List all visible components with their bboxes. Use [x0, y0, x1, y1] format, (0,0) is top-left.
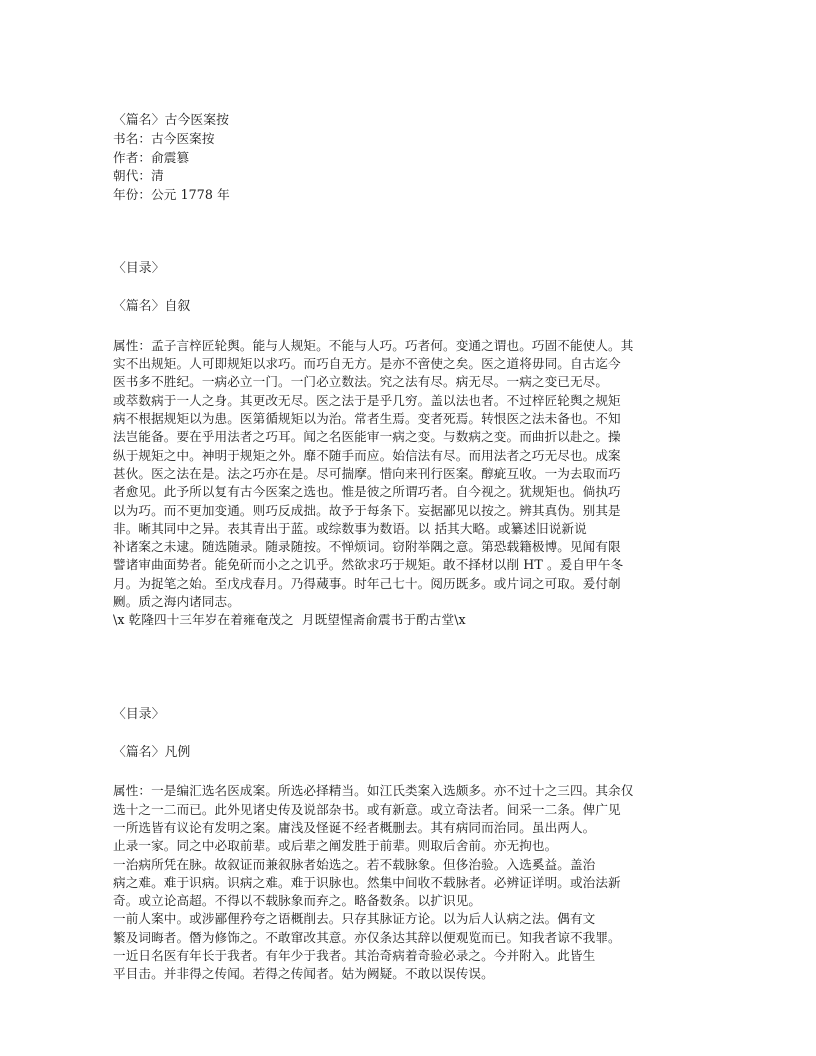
body-line: 止录一家。同之中必取前辈。或后辈之阐发胜于前辈。则取后舍前。亦无拘也。 [113, 838, 558, 854]
title-tag-line: 〈篇名〉古今医案按 [113, 113, 230, 128]
spacer [113, 204, 705, 260]
body-line: 选十之一二而已。此外见诸史传及说部杂书。或有新意。或立奇法者。间采一二条。俾广见 [113, 801, 621, 817]
body-line: 平目击。并非得之传闻。若得之传闻者。姑为阙疑。不敢以误传误。 [113, 966, 494, 982]
chapter-marker-fanli: 〈篇名〉凡例 [113, 745, 191, 760]
body-line: 甚伙。医之法在是。法之巧亦在是。尽可揣摩。惜向来刊行医案。醇疵互收。一为去取而巧 [113, 465, 621, 481]
body-line: 属性：孟子言梓匠轮舆。能与人规矩。不能与人巧。巧者何。变通之谓也。巧固不能使人。其 [113, 337, 634, 353]
body-line: 实不出规矩。人可即规矩以求巧。而巧自无方。是亦不啻使之矣。医之道将毋同。自古迄今 [113, 356, 621, 372]
dynasty-line: 朝代：清 [113, 168, 164, 184]
spacer [113, 278, 705, 298]
body-zixu [113, 337, 705, 630]
section-fanli [113, 706, 705, 984]
body-line: 一治病所凭在脉。故叙证而兼叙脉者始选之。若不载脉象。但侈治验。入选奚益。盖治 [113, 856, 596, 872]
body-fanli [113, 782, 705, 983]
spacer [113, 762, 705, 782]
body-line: 一所选皆有议论有发明之案。庸浅及怪诞不经者概删去。其有病同而治同。虽出两人。 [113, 820, 596, 835]
spacer [113, 686, 705, 706]
body-line: 非。晰其同中之异。表其青出于蓝。或综数事为数语。以 括其大略。或纂述旧说新说 [113, 520, 587, 536]
colophon-line: \x 乾隆四十三年岁在着雍奄茂之 月既望惺斋俞震书于酌古堂\x [113, 612, 466, 628]
body-line: 医书多不胜纪。一病必立一门。一门必立数法。究之法有尽。病无尽。一病之变已无尽。 [113, 374, 609, 390]
chapter-marker-zixu: 〈篇名〉自叙 [113, 299, 191, 315]
year-line: 年份：公元 1778 年 [113, 186, 230, 202]
body-line: 病不根据规矩以为患。医第循规矩以为治。常者生焉。变者死焉。转恨医之法未备也。不知 [113, 411, 621, 427]
body-line: 纵于规矩之中。神明于规矩之外。靡不随手而应。始信法有尽。而用法者之巧无尽也。成案 [113, 447, 621, 463]
body-line: 以为巧。而不更加变通。则巧反成拙。故予于每条下。妄据鄙见以按之。辨其真伪。别其是 [113, 502, 621, 518]
body-line: 劂。质之海内诸同志。 [113, 594, 240, 609]
body-line: 补诸案之未逮。随选随录。随录随按。不惮烦词。窃附举隅之意。第恐载籍极博。见闻有限 [113, 539, 621, 555]
catalog-marker: 〈目录〉 [113, 706, 165, 722]
body-line: 法岂能备。要在乎用法者之巧耳。闻之名医能审一病之变。与数病之变。而曲折以赴之。操 [113, 429, 621, 445]
body-line: 奇。或立论高超。不得以不载脉象而弃之。略备数条。以扩识见。 [113, 893, 482, 909]
body-line: 病之难。难于识病。识病之难。难于识脉也。然集中间收不载脉者。必辨证详明。或治法新 [113, 874, 621, 890]
document-header [113, 112, 705, 204]
spacer [113, 724, 705, 744]
body-line: 一前人案中。或涉鄙俚矜夸之语概削去。只存其脉证方论。以为后人认病之法。偶有文 [113, 911, 596, 927]
body-line: 月。为捉笔之始。至戊戌春月。乃得蒇事。时年己七十。阅历既多。或片词之可取。爰付剞 [113, 575, 621, 591]
document-content [113, 112, 705, 984]
spacer [113, 630, 705, 686]
author-line: 作者：俞震篡 [113, 149, 190, 165]
body-line: 譬诸审曲面势者。能免斫而小之之讥乎。然欲求巧于规矩。敢不择材以削 HT 。爰自甲午冬 [113, 557, 624, 573]
body-line: 繁及词晦者。僭为修饰之。不敢窜改其意。亦仅条达其辞以便观览而已。知我者谅不我罪。 [113, 929, 621, 945]
body-line: 一近日名医有年长于我者。有年少于我者。其治奇病着奇验必录之。今并附入。此皆生 [113, 948, 596, 964]
catalog-marker: 〈目录〉 [113, 261, 165, 277]
body-line: 或萃数病于一人之身。其更改无尽。医之法于是乎几穷。盖以法也者。不过梓匠轮舆之规矩 [113, 392, 621, 408]
spacer [113, 317, 705, 337]
book-name-line: 书名：古今医案按 [113, 131, 215, 147]
body-line: 属性：一是编汇选名医成案。所选必择精当。如江氏类案入选颇多。亦不过十之三四。其余仅 [113, 783, 634, 799]
body-line: 者愈见。此予所以复有古今医案之选也。惟是彼之所谓巧者。自今视之。犹规矩也。倘执巧 [113, 484, 621, 500]
section-zixu [113, 260, 705, 630]
